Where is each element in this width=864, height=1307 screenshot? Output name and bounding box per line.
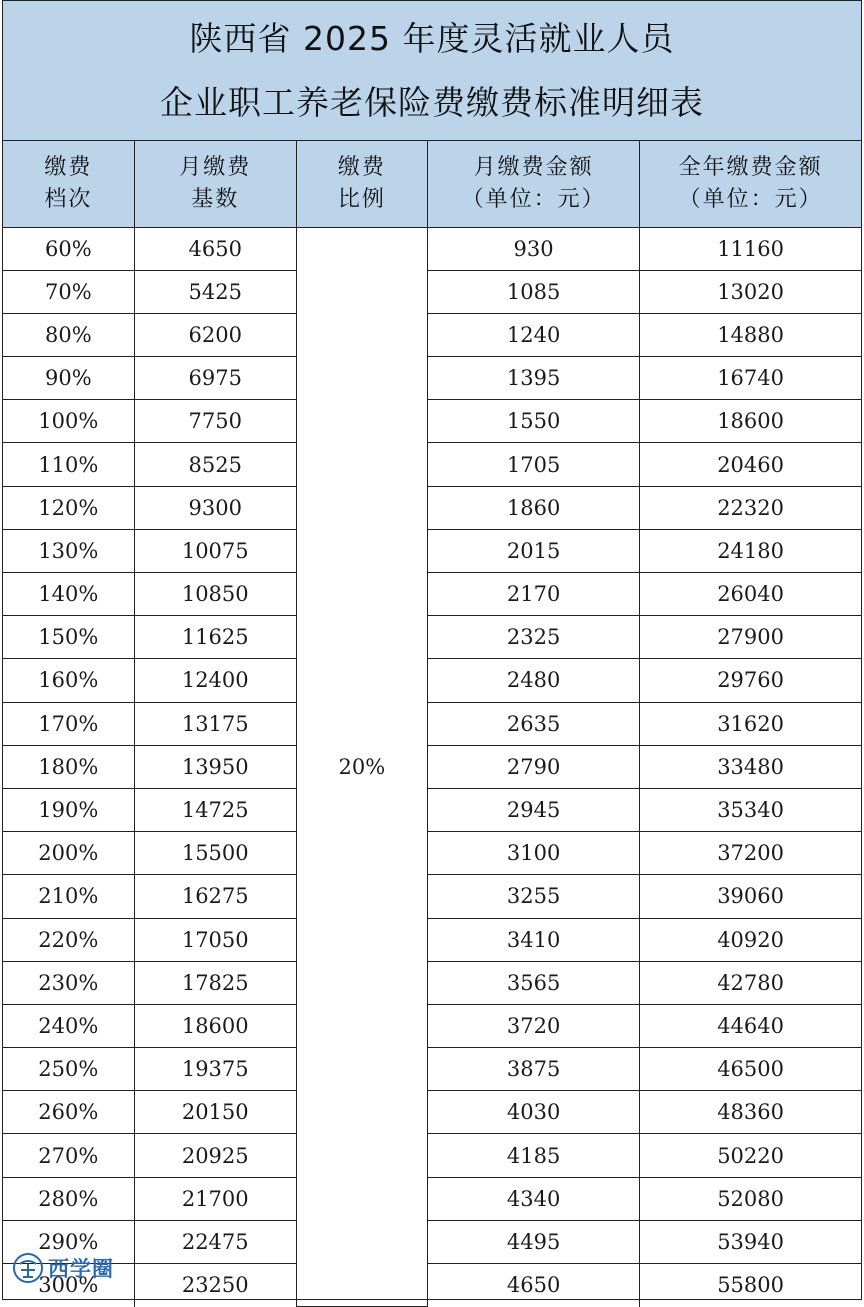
title-line-1: 陕西省 2025 年度灵活就业人员 — [189, 18, 675, 58]
cell-level: 290% — [3, 1220, 134, 1263]
cell-monthly: 1395 — [427, 357, 639, 400]
cell-annual: 27900 — [640, 616, 861, 659]
cell-level: 230% — [3, 961, 134, 1004]
cell-monthly: 4495 — [427, 1220, 639, 1263]
cell-base: 19375 — [134, 1048, 296, 1091]
table-row — [3, 832, 861, 875]
cell-monthly: 4340 — [427, 1177, 639, 1220]
cell-base: 6975 — [134, 357, 296, 400]
cell-annual: 18600 — [640, 400, 861, 443]
cell-base: 18600 — [134, 1004, 296, 1047]
header-base — [134, 141, 296, 227]
header-monthly-line-2: （单位：元） — [461, 186, 606, 212]
table-row — [3, 745, 861, 788]
table-row — [3, 1134, 861, 1177]
cell-monthly: 2635 — [427, 702, 639, 745]
cell-level: 90% — [3, 357, 134, 400]
watermark-text: 西学圈 — [48, 1257, 114, 1281]
cell-level: 210% — [3, 875, 134, 918]
header-rate — [296, 141, 427, 227]
cell-base: 13175 — [134, 702, 296, 745]
cell-base: 20925 — [134, 1134, 296, 1177]
table-row — [3, 702, 861, 745]
cell-level: 170% — [3, 702, 134, 745]
cell-annual: 24180 — [640, 529, 861, 572]
cell-base: 10850 — [134, 573, 296, 616]
header-annual-line-1: 全年缴费金额 — [678, 154, 823, 180]
cell-monthly: 4650 — [427, 1264, 639, 1307]
table-row — [3, 875, 861, 918]
cell-base: 8525 — [134, 443, 296, 486]
table-row — [3, 1048, 861, 1091]
cell-level: 80% — [3, 313, 134, 356]
cell-annual: 46500 — [640, 1048, 861, 1091]
cell-annual: 20460 — [640, 443, 861, 486]
cell-annual: 40920 — [640, 918, 861, 961]
cell-monthly: 2790 — [427, 745, 639, 788]
header-row — [3, 141, 861, 227]
table-row — [3, 227, 861, 270]
cell-monthly: 3410 — [427, 918, 639, 961]
header-monthly-line-1: 月缴费金额 — [473, 154, 594, 180]
cell-monthly: 4030 — [427, 1091, 639, 1134]
cell-annual: 16740 — [640, 357, 861, 400]
table-row — [3, 443, 861, 486]
cell-monthly: 1240 — [427, 313, 639, 356]
table-row — [3, 357, 861, 400]
cell-annual: 39060 — [640, 875, 861, 918]
cell-base: 17050 — [134, 918, 296, 961]
cell-level: 70% — [3, 270, 134, 313]
cell-base: 9300 — [134, 486, 296, 529]
cell-level: 120% — [3, 486, 134, 529]
cell-annual: 22320 — [640, 486, 861, 529]
cell-base: 16275 — [134, 875, 296, 918]
header-annual-line-2: （单位：元） — [678, 186, 823, 212]
cell-base: 17825 — [134, 961, 296, 1004]
header-monthly — [427, 141, 639, 227]
cell-level: 60% — [3, 227, 134, 270]
cell-level: 100% — [3, 400, 134, 443]
table-title — [3, 1, 861, 141]
cell-monthly: 1550 — [427, 400, 639, 443]
table-row — [3, 1004, 861, 1047]
cell-monthly: 2015 — [427, 529, 639, 572]
table-body — [3, 227, 861, 1307]
cell-level: 270% — [3, 1134, 134, 1177]
cell-rate: 20% — [296, 227, 427, 1307]
cell-monthly: 1705 — [427, 443, 639, 486]
table-row — [3, 486, 861, 529]
cell-level: 280% — [3, 1177, 134, 1220]
header-level-line-2: 档次 — [44, 186, 93, 212]
cell-annual: 11160 — [640, 227, 861, 270]
cell-level: 140% — [3, 573, 134, 616]
table-row — [3, 918, 861, 961]
cell-level: 220% — [3, 918, 134, 961]
cell-base: 12400 — [134, 659, 296, 702]
cell-annual: 35340 — [640, 788, 861, 831]
cell-level: 260% — [3, 1091, 134, 1134]
cell-level: 150% — [3, 616, 134, 659]
cell-annual: 48360 — [640, 1091, 861, 1134]
cell-monthly: 3255 — [427, 875, 639, 918]
header-base-line-2: 基数 — [191, 186, 240, 212]
cell-annual: 44640 — [640, 1004, 861, 1047]
cell-base: 5425 — [134, 270, 296, 313]
table-row — [3, 1177, 861, 1220]
header-level — [3, 141, 134, 227]
cell-annual: 42780 — [640, 961, 861, 1004]
table-row — [3, 400, 861, 443]
cell-level: 250% — [3, 1048, 134, 1091]
cell-base: 23250 — [134, 1264, 296, 1307]
cell-base: 21700 — [134, 1177, 296, 1220]
header-rate-line-1: 缴费 — [337, 154, 386, 180]
table-row — [3, 659, 861, 702]
cell-level: 240% — [3, 1004, 134, 1047]
table-row — [3, 573, 861, 616]
cell-level: 160% — [3, 659, 134, 702]
cell-base: 4650 — [134, 227, 296, 270]
cell-annual: 55800 — [640, 1264, 861, 1307]
cell-monthly: 3100 — [427, 832, 639, 875]
cell-annual: 14880 — [640, 313, 861, 356]
cell-base: 7750 — [134, 400, 296, 443]
table-row — [3, 313, 861, 356]
cell-annual: 13020 — [640, 270, 861, 313]
cell-level: 110% — [3, 443, 134, 486]
cell-monthly: 2945 — [427, 788, 639, 831]
header-annual — [640, 141, 861, 227]
cell-monthly: 3565 — [427, 961, 639, 1004]
contribution-table — [3, 141, 861, 1307]
cell-level: 130% — [3, 529, 134, 572]
cell-base: 15500 — [134, 832, 296, 875]
cell-annual: 33480 — [640, 745, 861, 788]
cell-monthly: 3875 — [427, 1048, 639, 1091]
cell-annual: 53940 — [640, 1220, 861, 1263]
xixuequan-logo-icon — [12, 1252, 44, 1284]
watermark — [12, 1252, 114, 1284]
cell-annual: 26040 — [640, 573, 861, 616]
header-rate-line-2: 比例 — [337, 186, 386, 212]
table-row — [3, 616, 861, 659]
title-line-2: 企业职工养老保险费缴费标准明细表 — [160, 82, 704, 122]
cell-monthly: 2170 — [427, 573, 639, 616]
cell-monthly: 1085 — [427, 270, 639, 313]
cell-base: 22475 — [134, 1220, 296, 1263]
cell-base: 13950 — [134, 745, 296, 788]
cell-monthly: 930 — [427, 227, 639, 270]
cell-monthly: 3720 — [427, 1004, 639, 1047]
table-row — [3, 1220, 861, 1263]
cell-annual: 29760 — [640, 659, 861, 702]
cell-base: 20150 — [134, 1091, 296, 1134]
table-row — [3, 788, 861, 831]
cell-base: 6200 — [134, 313, 296, 356]
cell-monthly: 4185 — [427, 1134, 639, 1177]
cell-annual: 31620 — [640, 702, 861, 745]
cell-level: 200% — [3, 832, 134, 875]
cell-base: 11625 — [134, 616, 296, 659]
header-level-line-1: 缴费 — [44, 154, 93, 180]
table-row — [3, 961, 861, 1004]
table-row — [3, 529, 861, 572]
cell-level: 190% — [3, 788, 134, 831]
cell-annual: 37200 — [640, 832, 861, 875]
contribution-table-document — [2, 0, 862, 1300]
cell-annual: 52080 — [640, 1177, 861, 1220]
cell-monthly: 2480 — [427, 659, 639, 702]
cell-level: 300% — [3, 1264, 134, 1307]
cell-base: 10075 — [134, 529, 296, 572]
table-row — [3, 1264, 861, 1307]
table-row — [3, 1091, 861, 1134]
cell-monthly: 1860 — [427, 486, 639, 529]
header-base-line-1: 月缴费 — [179, 154, 252, 180]
cell-level: 180% — [3, 745, 134, 788]
cell-annual: 50220 — [640, 1134, 861, 1177]
cell-base: 14725 — [134, 788, 296, 831]
cell-monthly: 2325 — [427, 616, 639, 659]
table-row — [3, 270, 861, 313]
